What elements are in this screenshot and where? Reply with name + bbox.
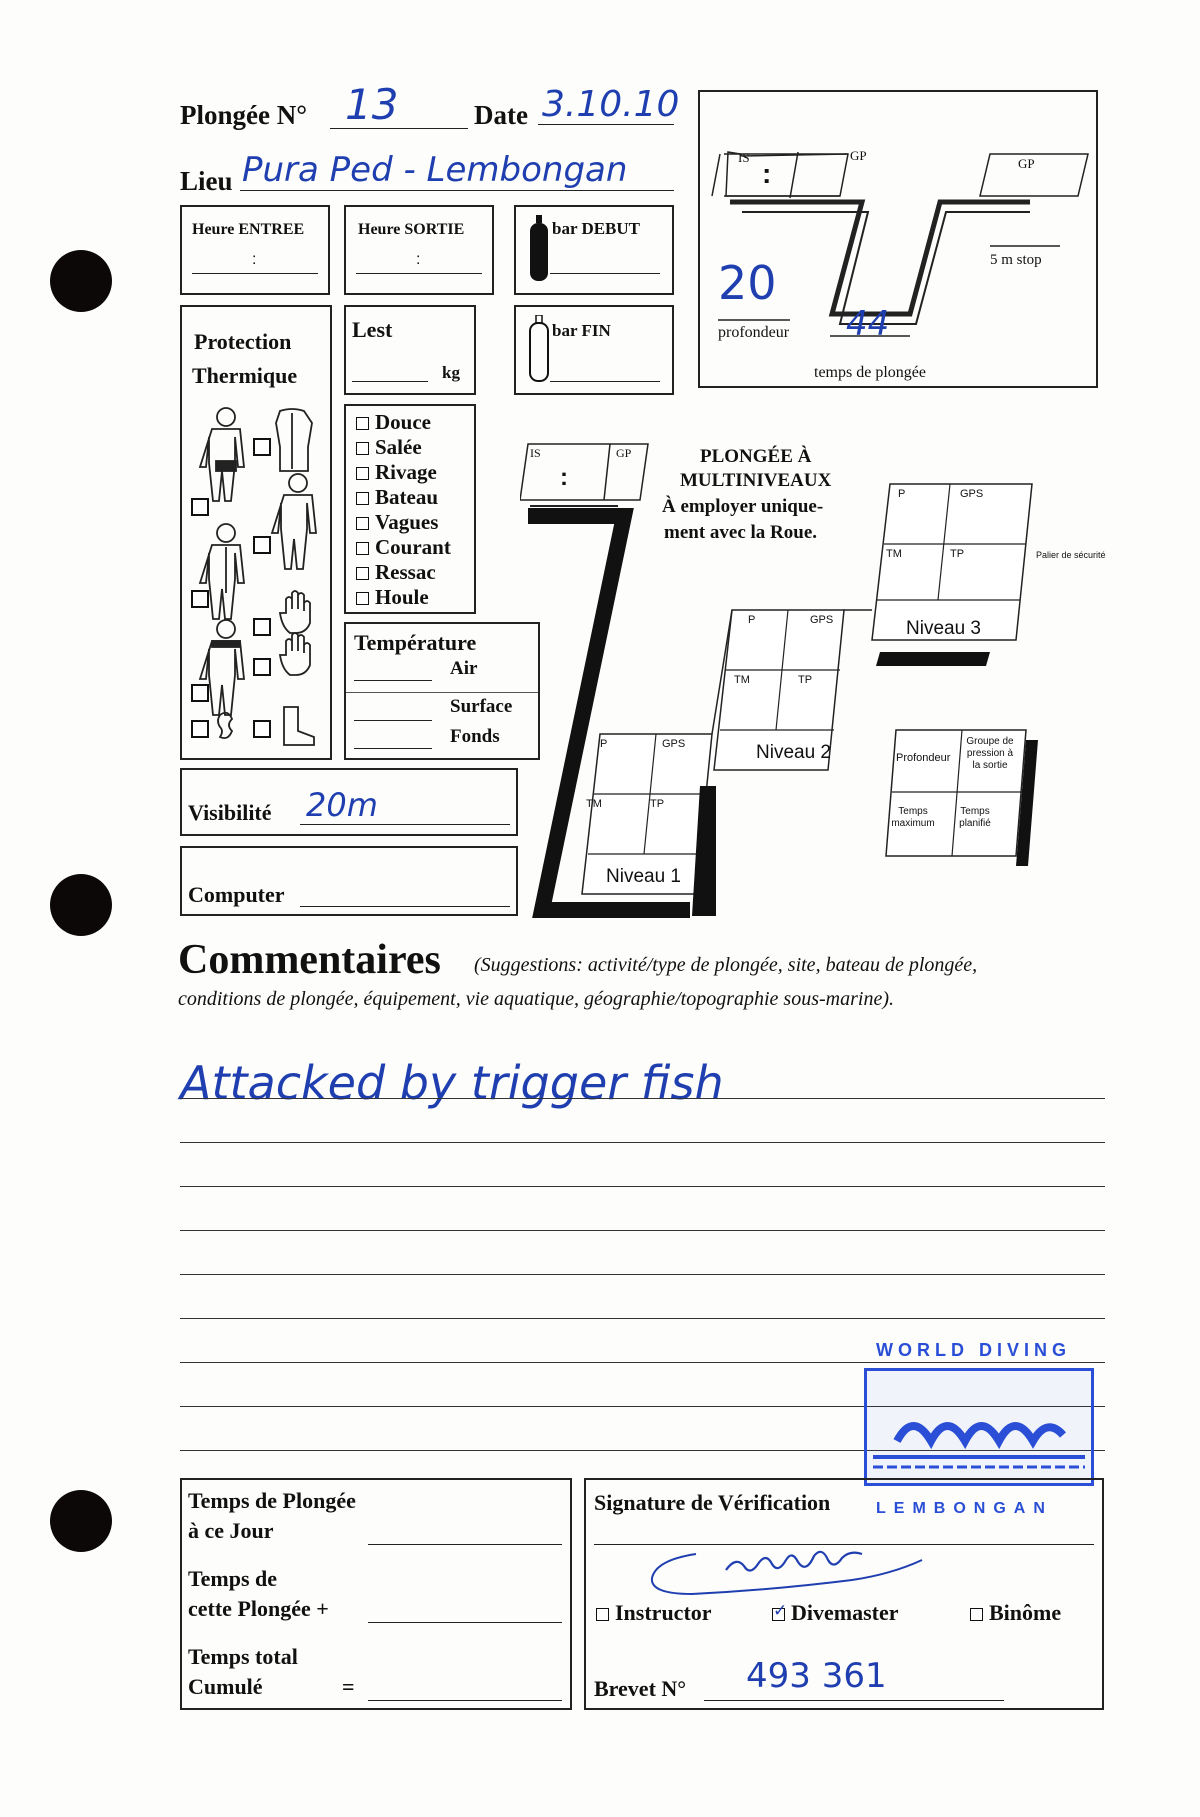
weight-unit: kg	[442, 363, 460, 382]
l2-gps-label: GPS	[810, 614, 834, 626]
verification-box	[584, 1478, 1104, 1710]
bar-end-field[interactable]	[550, 381, 660, 382]
condition-label: Ressac	[375, 560, 436, 584]
condition-checkbox[interactable]	[356, 592, 369, 605]
condition-label: Douce	[375, 410, 431, 434]
visibility-box	[180, 768, 518, 836]
wave-logo-icon	[867, 1371, 1091, 1483]
l1-tm-label: TM	[586, 798, 602, 810]
bar-end-label: bar FIN	[552, 321, 611, 340]
condition-label: Salée	[375, 435, 422, 459]
cert-field[interactable]	[704, 1700, 1004, 1701]
condition-label: Rivage	[375, 460, 437, 484]
legend-group: Groupe de pression à la sortie	[966, 736, 1014, 771]
computer-label: Computer	[188, 882, 285, 907]
verification-label: Signature de Vérification	[594, 1490, 831, 1515]
boot-icon	[284, 707, 314, 745]
condition-salee[interactable]	[356, 435, 474, 460]
comment-line[interactable]	[180, 1098, 1105, 1099]
condition-checkbox[interactable]	[356, 492, 369, 505]
instructor-label: Instructor	[615, 1600, 712, 1625]
comments-text: Attacked by trigger fish	[180, 1056, 724, 1110]
dive-center-stamp	[864, 1368, 1094, 1486]
buddy-checkbox[interactable]	[970, 1608, 983, 1621]
temp-surface-label: Surface	[450, 696, 513, 717]
glove-icon	[280, 591, 310, 633]
level-3-label: Niveau 3	[906, 618, 981, 639]
safety-stop-label: 5 m stop	[990, 252, 1042, 268]
l2-tp-label: TP	[798, 674, 813, 686]
l2-tm-label: TM	[734, 674, 750, 686]
condition-bateau[interactable]	[356, 485, 474, 510]
role-buddy[interactable]	[970, 1600, 1061, 1626]
computer-box	[180, 846, 518, 916]
binder-hole-bottom	[50, 1490, 112, 1552]
condition-checkbox[interactable]	[356, 417, 369, 430]
temp-surface-field[interactable]	[354, 720, 432, 721]
ml-gp-label: GP	[616, 446, 632, 460]
vest-icon	[276, 409, 312, 471]
ml-title-2: MULTINIVEAUX	[680, 470, 832, 491]
shorty-icon	[272, 474, 316, 569]
comments-hint-1: (Suggestions: activité/type de plongée, site, bateau de plongée,	[474, 954, 978, 976]
divemaster-checkbox[interactable]	[772, 1608, 785, 1621]
thermal-label-1: Protection	[194, 329, 292, 354]
stamp-top-text: WORLD DIVING	[876, 1340, 1071, 1360]
time-to-date-label-2: à ce Jour	[188, 1518, 274, 1543]
site-line	[240, 190, 674, 191]
level-2-label: Niveau 2	[756, 742, 831, 763]
this-dive-field[interactable]	[368, 1622, 562, 1623]
site-value: Pura Ped - Lembongan	[242, 150, 628, 190]
l3-tp-label: TP	[950, 548, 965, 560]
l1-p-label: P	[600, 738, 608, 750]
cumulative-field[interactable]	[368, 1700, 562, 1701]
comment-line[interactable]	[180, 1230, 1105, 1231]
instructor-checkbox[interactable]	[596, 1608, 609, 1621]
condition-douce[interactable]	[356, 410, 474, 435]
computer-field[interactable]	[300, 906, 510, 907]
temp-air-field[interactable]	[354, 680, 432, 681]
l1-tp-label: TP	[650, 798, 665, 810]
dive-number-value: 13	[345, 80, 399, 129]
temperature-label: Température	[354, 630, 477, 655]
binder-hole-middle	[50, 874, 112, 936]
temp-divider	[346, 692, 538, 693]
condition-ressac[interactable]	[356, 560, 474, 585]
condition-checkbox[interactable]	[356, 567, 369, 580]
bottom-time-value: 44	[846, 304, 890, 344]
wetsuit-icons	[188, 403, 328, 753]
exit-time-label: Heure SORTIE	[358, 221, 465, 238]
visibility-label: Visibilité	[188, 800, 272, 825]
dive-number-label: Plongée N°	[180, 100, 308, 130]
time-to-date-field[interactable]	[368, 1544, 562, 1545]
comment-line[interactable]	[180, 1274, 1105, 1275]
condition-checkbox[interactable]	[356, 467, 369, 480]
thermal-label-2: Thermique	[192, 363, 298, 388]
entry-time-box	[180, 205, 330, 295]
binder-hole-top	[50, 250, 112, 312]
temp-bottom-field[interactable]	[354, 748, 432, 749]
depth-label: profondeur	[718, 324, 790, 341]
time-to-date-label-1: Temps de Plongée	[188, 1488, 356, 1513]
dive-time-totals-box	[180, 1478, 572, 1710]
swimsuit-icon	[200, 408, 244, 501]
weight-label: Lest	[352, 317, 393, 342]
weight-box	[344, 305, 476, 395]
l2-p-label: P	[748, 614, 756, 626]
l3-p-label: P	[898, 488, 906, 500]
visibility-field[interactable]	[300, 824, 510, 825]
l3-gps-label: GPS	[960, 488, 984, 500]
hood-icon	[218, 713, 232, 738]
condition-label: Houle	[375, 585, 429, 609]
ml-title-3: À employer unique-	[662, 496, 824, 517]
exit-time-box	[344, 205, 494, 295]
entry-time-label: Heure ENTREE	[192, 221, 305, 238]
condition-label: Courant	[375, 535, 451, 559]
conditions-box	[344, 404, 476, 614]
temperature-box	[344, 622, 540, 760]
thermal-protection-box	[180, 305, 332, 760]
mitt-icon	[280, 633, 310, 675]
this-dive-label-1: Temps de	[188, 1566, 278, 1591]
site-label: Lieu	[180, 166, 233, 196]
ml-title-4: ment avec la Roue.	[664, 522, 818, 543]
condition-checkbox[interactable]	[356, 442, 369, 455]
entry-time-sep: :	[252, 251, 257, 268]
depth-value: 20	[718, 256, 777, 310]
comment-line[interactable]	[180, 1318, 1105, 1319]
role-instructor[interactable]	[596, 1600, 712, 1626]
stamp-bottom-text: LEMBONGAN	[876, 1500, 1053, 1517]
cert-value: 493 361	[746, 1656, 887, 1696]
condition-label: Bateau	[375, 485, 438, 509]
cert-label: Brevet N°	[594, 1676, 687, 1701]
exit-time-field[interactable]	[356, 273, 482, 274]
temp-bottom-label: Fonds	[450, 726, 500, 747]
bar-start-field[interactable]	[550, 273, 660, 274]
bottom-time-label: temps de plongée	[814, 364, 926, 381]
cumulative-label-2: Cumulé	[188, 1674, 263, 1699]
ml-title-1: PLONGÉE À	[700, 446, 812, 467]
buddy-label: Binôme	[989, 1600, 1062, 1625]
bar-start-label: bar DEBUT	[552, 219, 641, 238]
l3-tm-label: TM	[886, 548, 902, 560]
condition-courant[interactable]	[356, 535, 474, 560]
cumulative-label-1: Temps total	[188, 1644, 298, 1669]
comments-title: Commentaires	[178, 937, 441, 983]
profile-colon: :	[762, 158, 772, 189]
bar-start-box	[514, 205, 674, 295]
tank-empty-icon	[528, 315, 550, 383]
this-dive-label-2: cette Plongée +	[188, 1596, 329, 1621]
date-value: 3.10.10	[542, 84, 680, 125]
bar-end-box	[514, 305, 674, 395]
comment-line[interactable]	[180, 1186, 1105, 1187]
condition-rivage[interactable]	[356, 460, 474, 485]
safety-stop-small: Palier de sécurité	[1036, 550, 1106, 560]
comment-line[interactable]	[180, 1362, 1105, 1363]
profile-gp-label: GP	[850, 148, 867, 163]
divemaster-label: Divemaster	[791, 1600, 899, 1625]
level-1-label: Niveau 1	[606, 866, 681, 887]
ml-is-label: IS	[530, 446, 541, 460]
profile-gp-label-2: GP	[1018, 156, 1035, 171]
exit-time-sep: :	[416, 251, 421, 268]
weight-field[interactable]	[352, 381, 428, 382]
comment-line[interactable]	[180, 1142, 1105, 1143]
comments-hint-2: conditions de plongée, équipement, vie aquatique, géographie/topographie sous-marine).	[178, 988, 894, 1010]
entry-time-field[interactable]	[192, 273, 318, 274]
dive-profile-box	[698, 90, 1098, 388]
condition-checkbox[interactable]	[356, 517, 369, 530]
legend-max-time: Temps maximum	[891, 806, 935, 829]
profile-is-label: IS	[738, 150, 750, 165]
tank-full-icon	[528, 215, 550, 283]
date-label: Date	[474, 100, 528, 130]
legend-planned-time: Temps planifié	[959, 806, 991, 829]
condition-label: Vagues	[375, 510, 439, 534]
condition-vagues[interactable]	[356, 510, 474, 535]
cumulative-equals: =	[342, 1674, 355, 1699]
condition-checkbox[interactable]	[356, 542, 369, 555]
temp-air-label: Air	[450, 658, 478, 679]
visibility-value: 20m	[306, 786, 378, 824]
role-divemaster[interactable]	[772, 1600, 899, 1626]
l1-gps-label: GPS	[662, 738, 686, 750]
ml-colon: :	[560, 464, 568, 491]
condition-houle[interactable]	[356, 585, 474, 610]
legend-depth: Profondeur	[896, 752, 951, 764]
